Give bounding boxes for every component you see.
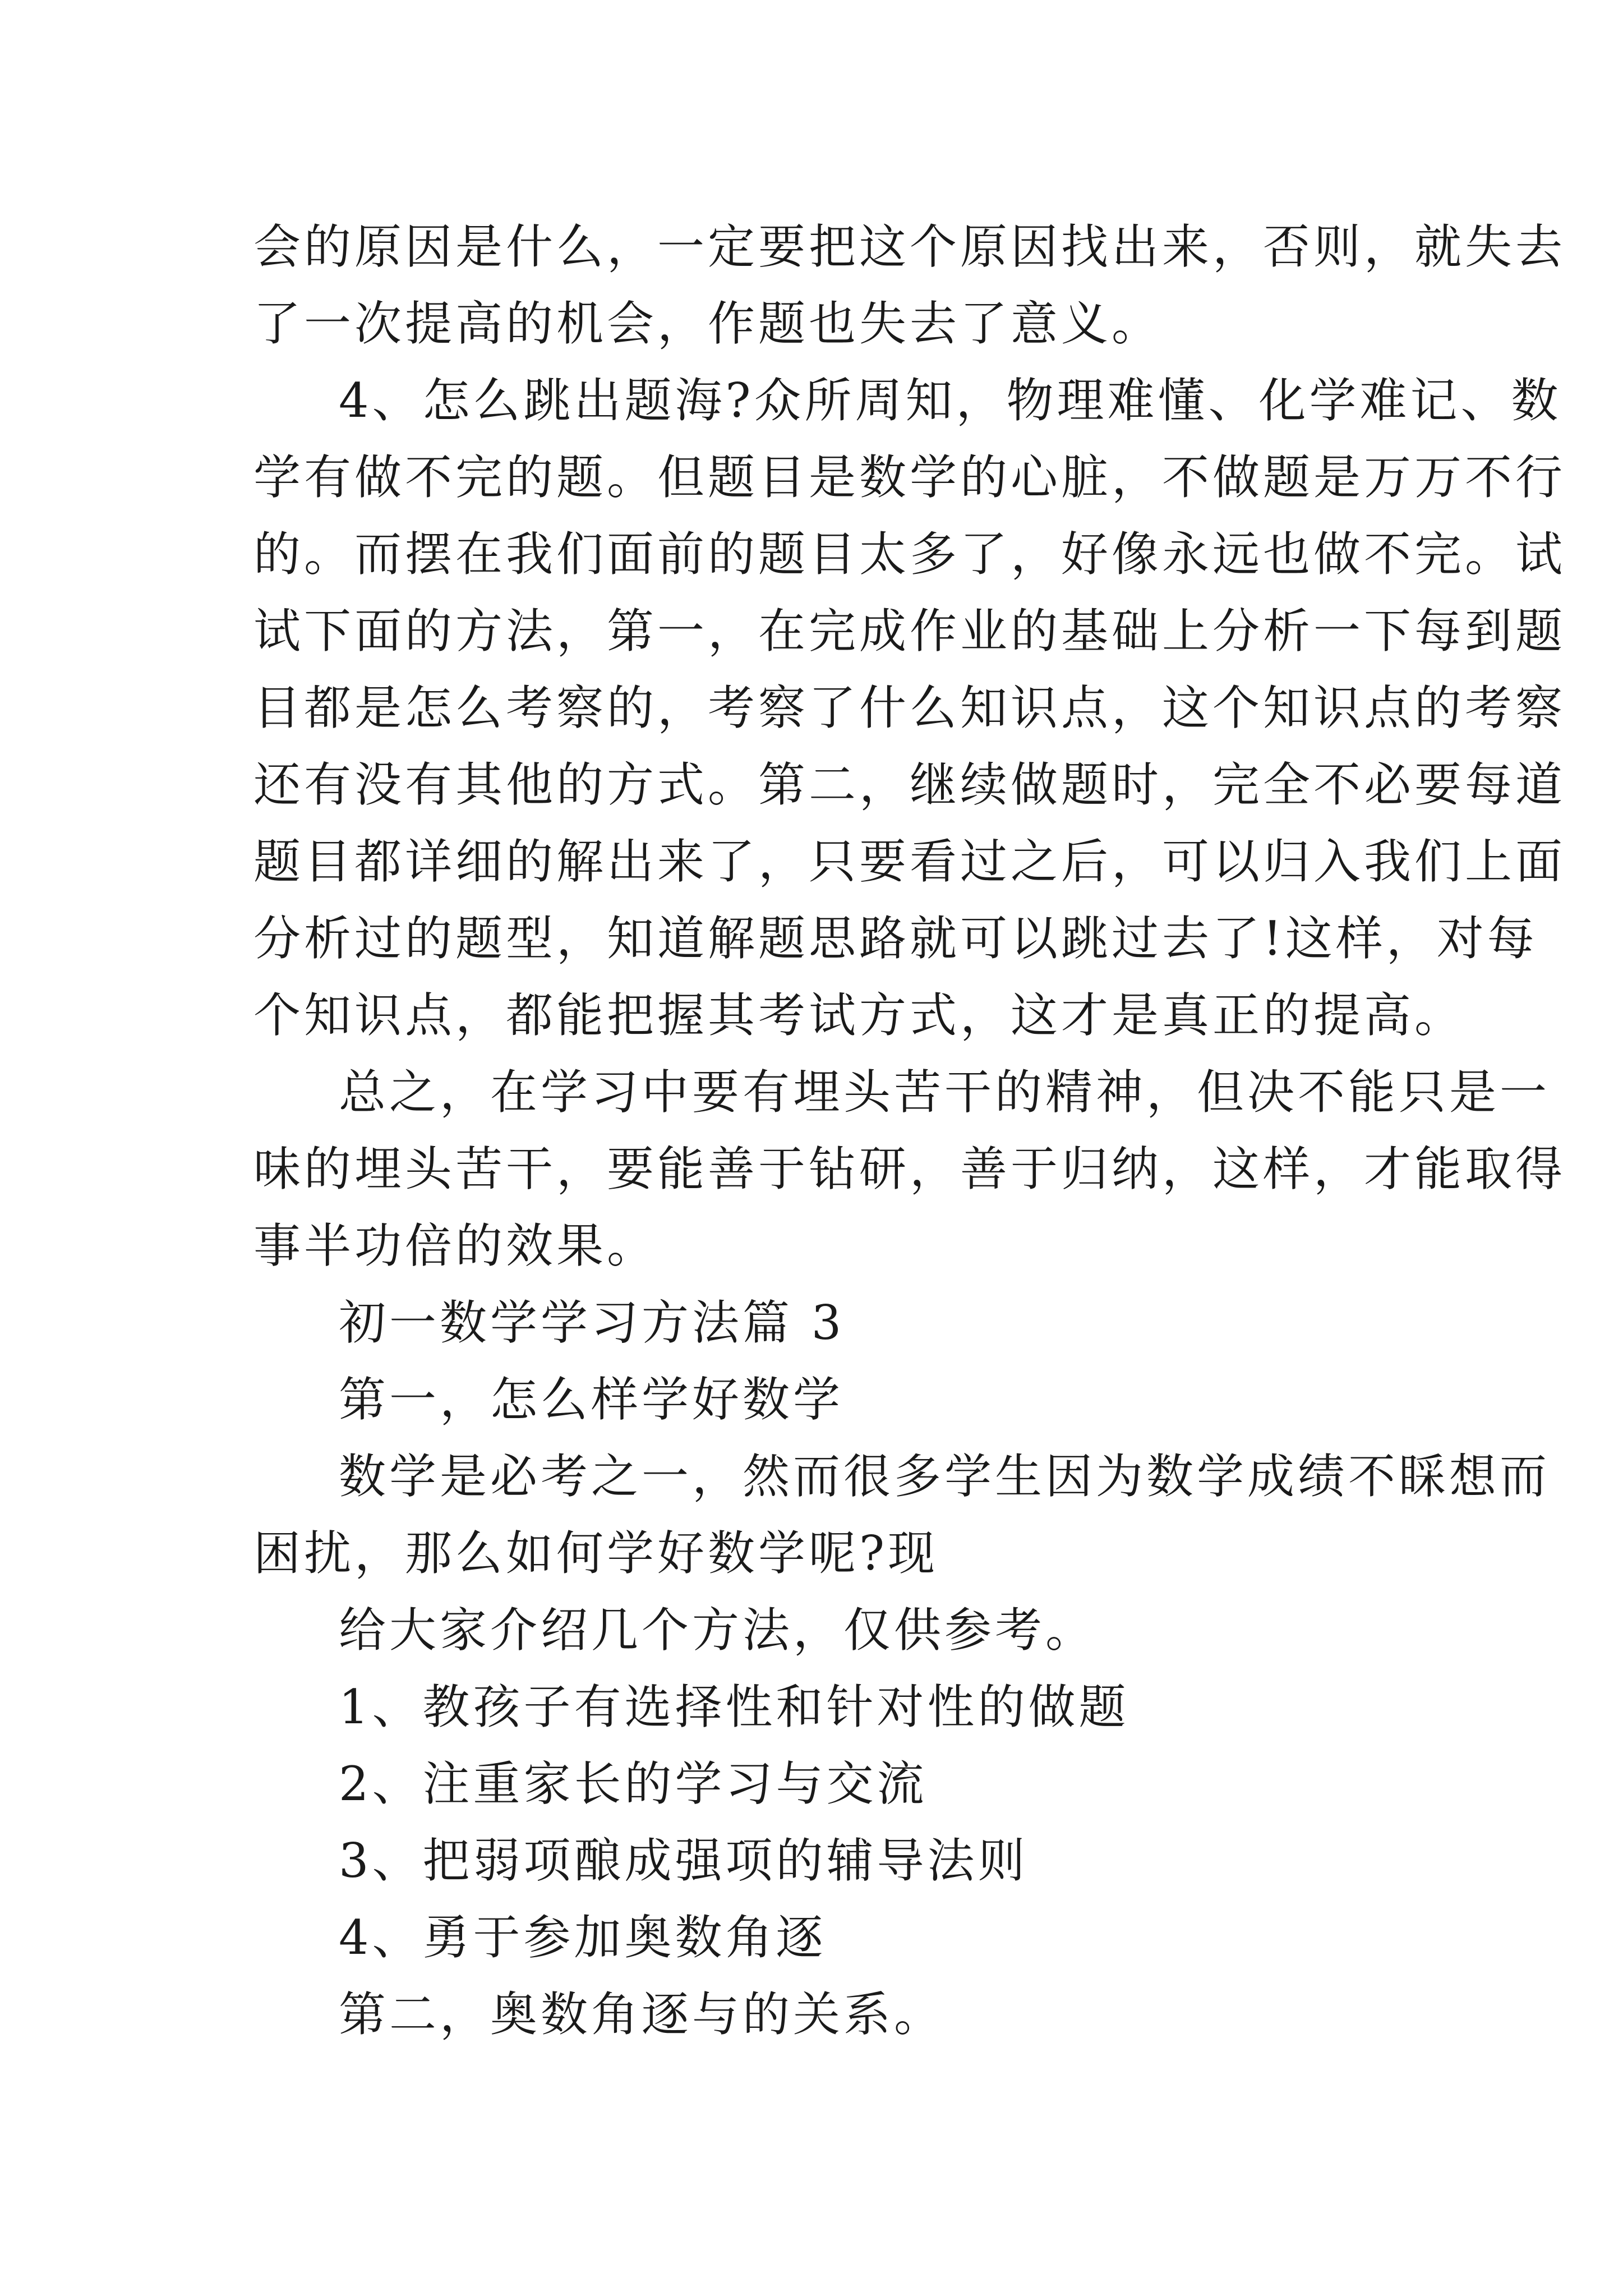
- text-line: 分析过的题型，知道解题思路就可以跳过去了!这样，对每: [253, 911, 1538, 966]
- text-line: 给大家介绍几个方法，仅供参考。: [339, 1603, 1096, 1658]
- text-line: 事半功倍的效果。: [253, 1218, 658, 1273]
- text-line: 2、注重家长的学习与交流: [339, 1756, 928, 1811]
- text-line: 困扰，那么如何学好数学呢?现: [253, 1526, 939, 1581]
- text-line: 4、怎么跳出题海?众所周知，物理难懂、化学难记、数: [339, 373, 1562, 428]
- text-line: 了一次提高的机会，作题也失去了意义。: [253, 296, 1163, 351]
- text-line: 试下面的方法，第一，在完成作业的基础上分析一下每到题: [253, 604, 1566, 659]
- text-line: 的。而摆在我们面前的题目太多了，好像永远也做不完。试: [253, 527, 1566, 582]
- text-line: 1、教孩子有选择性和针对性的做题: [339, 1680, 1129, 1734]
- text-line: 初一数学学习方法篇 3: [339, 1295, 845, 1350]
- body-text: [253, 209, 1566, 2053]
- text-line: 第一，怎么样学好数学: [339, 1372, 844, 1427]
- text-line: 3、把弱项酿成强项的辅导法则: [339, 1833, 1029, 1888]
- text-line: 数学是必考之一，然而很多学生因为数学成绩不睬想而: [339, 1449, 1551, 1504]
- text-line: 4、勇于参加奥数角逐: [339, 1910, 827, 1965]
- text-line: 总之，在学习中要有埋头苦干的精神，但决不能只是一: [339, 1065, 1551, 1120]
- text-line: 个知识点，都能把握其考试方式，这才是真正的提高。: [253, 988, 1465, 1043]
- text-line: 目都是怎么考察的，考察了什么知识点，这个知识点的考察: [253, 680, 1566, 735]
- text-line: 第二，奥数角逐与的关系。: [339, 1987, 945, 2042]
- text-line: 学有做不完的题。但题目是数学的心脏，不做题是万万不行: [253, 450, 1566, 505]
- text-line: 会的原因是什么，一定要把这个原因找出来，否则，就失去: [253, 219, 1566, 274]
- text-line: 味的埋头苦干，要能善于钻研，善于归纳，这样，才能取得: [253, 1142, 1566, 1197]
- text-line: 题目都详细的解出来了，只要看过之后，可以归入我们上面: [253, 834, 1566, 889]
- text-line: 还有没有其他的方式。第二，继续做题时，完全不必要每道: [253, 757, 1566, 812]
